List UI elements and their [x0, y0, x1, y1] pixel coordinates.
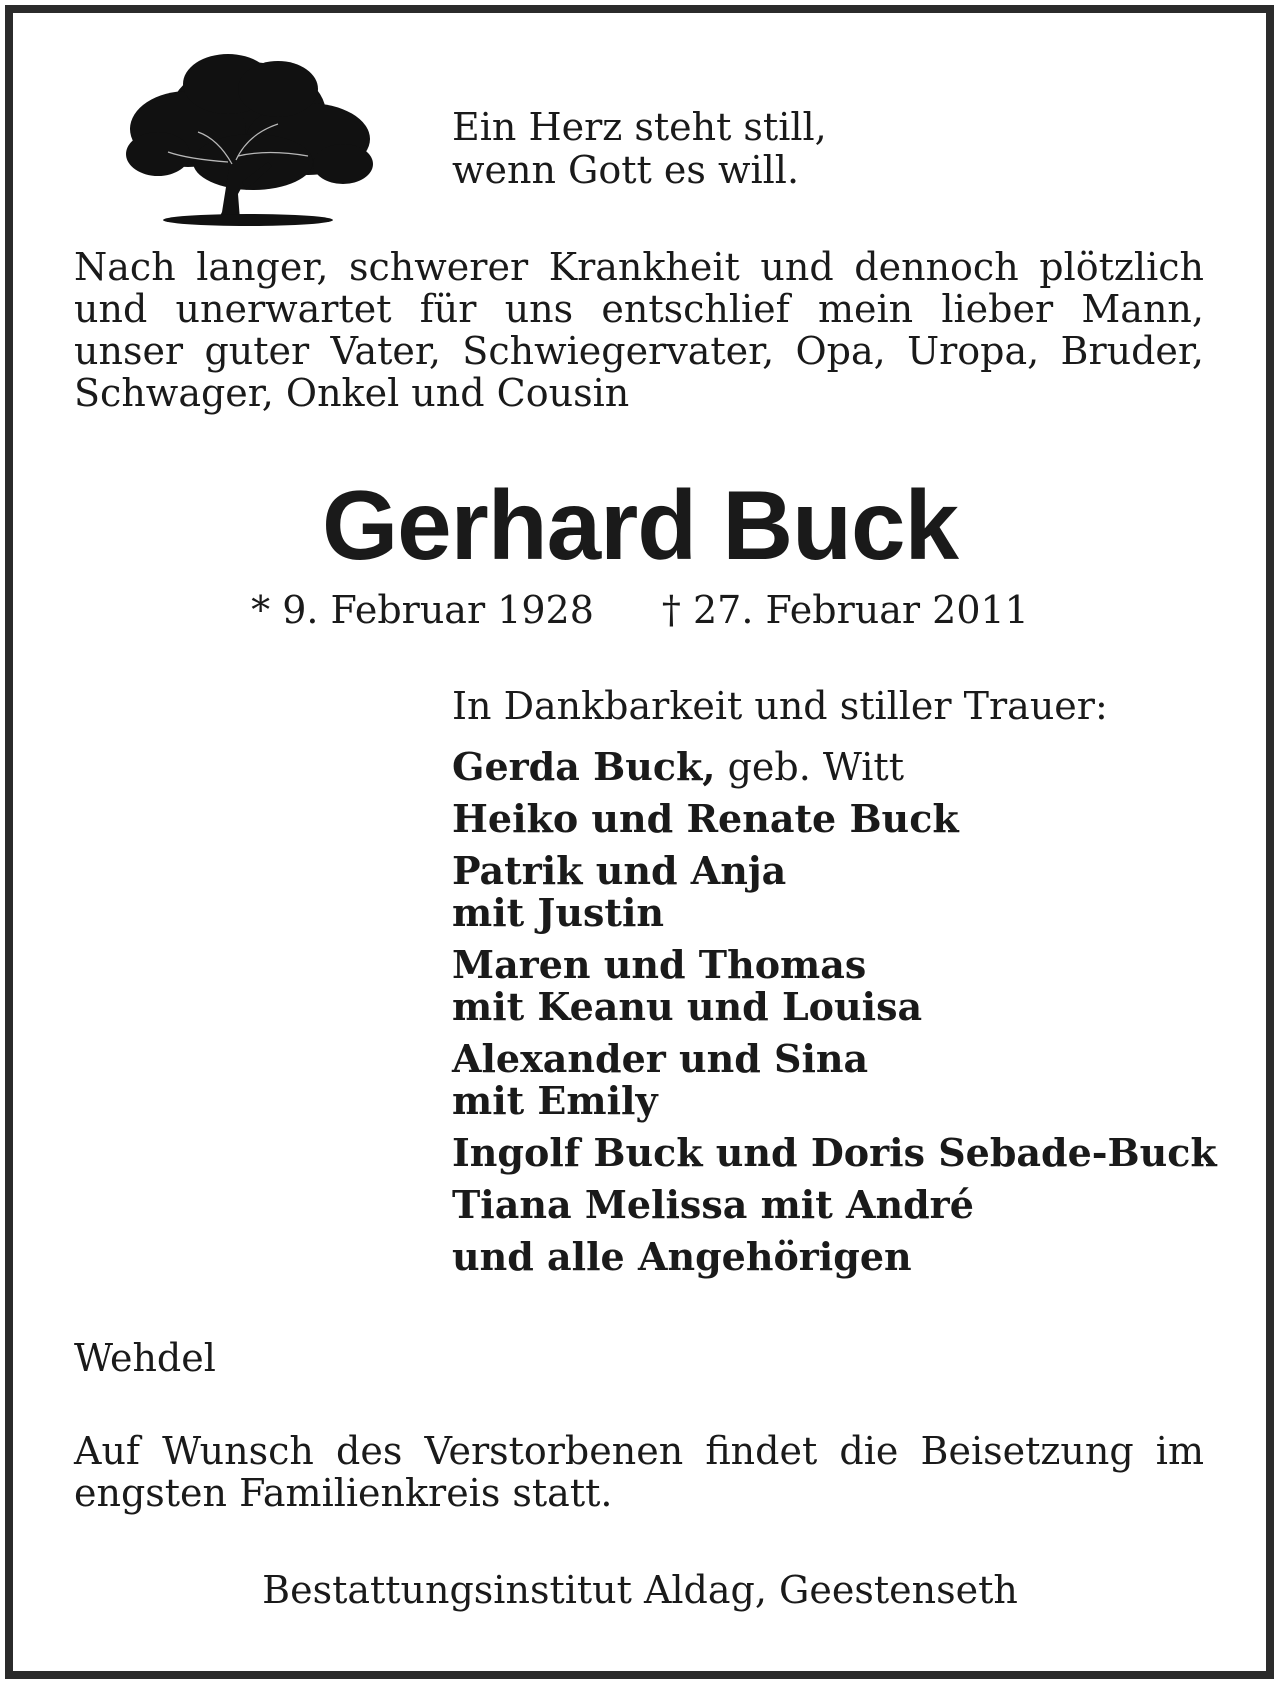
mourner-entry — [452, 850, 1217, 934]
mourner-name: Tiana Melissa mit André — [452, 1182, 974, 1227]
life-dates — [0, 588, 1280, 632]
mourner-entry — [452, 798, 1217, 840]
mourner-children: mit Justin — [452, 890, 665, 935]
intro-text: Nach langer, schwerer Krankheit und dennoch plötzlich und unerwartet für uns entschlief mein lieber Mann, unser guter Vater, Schwiegervater, Opa, Uropa, Bruder, Schwager, Onkel und Cousin — [74, 245, 1204, 415]
mourner-entry — [452, 746, 1217, 788]
mourner-name: Alexander und Sina — [452, 1036, 869, 1081]
motto — [452, 106, 827, 192]
place-name: Wehdel — [74, 1336, 216, 1380]
mourner-children: mit Emily — [452, 1078, 658, 1123]
motto-line: wenn Gott es will. — [452, 148, 800, 192]
mourner-entry — [452, 944, 1217, 1028]
burial-note: Auf Wunsch des Verstorbenen findet die Beisetzung im engsten Familienkreis statt. — [74, 1429, 1204, 1515]
mourner-birth-name: geb. Witt — [715, 745, 904, 789]
death-date: † 27. Februar 2011 — [661, 588, 1029, 632]
mourner-entry — [452, 1236, 1217, 1278]
mourner-name: Gerda Buck, — [452, 744, 716, 789]
mourner-name: Patrik und Anja — [452, 848, 787, 893]
mourner-entry — [452, 1132, 1217, 1174]
mourner-name: Maren und Thomas — [452, 942, 867, 987]
mourner-name: Ingolf Buck und Doris Sebade-Buck — [452, 1130, 1217, 1175]
birth-date: * 9. Februar 1928 — [251, 588, 594, 632]
mourner-children: mit Keanu und Louisa — [452, 984, 923, 1029]
mourner-entry — [452, 1184, 1217, 1226]
tree-icon — [118, 44, 378, 234]
deceased-name: Gerhard Buck — [321, 470, 959, 580]
undertaker-name: Bestattungsinstitut Aldag, Geestenseth — [262, 1568, 1018, 1612]
grief-line: In Dankbarkeit und stiller Trauer: — [452, 684, 1108, 728]
mourner-name: und alle Angehörigen — [452, 1234, 912, 1279]
mourner-name: Heiko und Renate Buck — [452, 796, 959, 841]
motto-line: Ein Herz steht still, — [452, 105, 827, 149]
mourner-entry — [452, 1038, 1217, 1122]
mourners-block — [452, 684, 1217, 1288]
